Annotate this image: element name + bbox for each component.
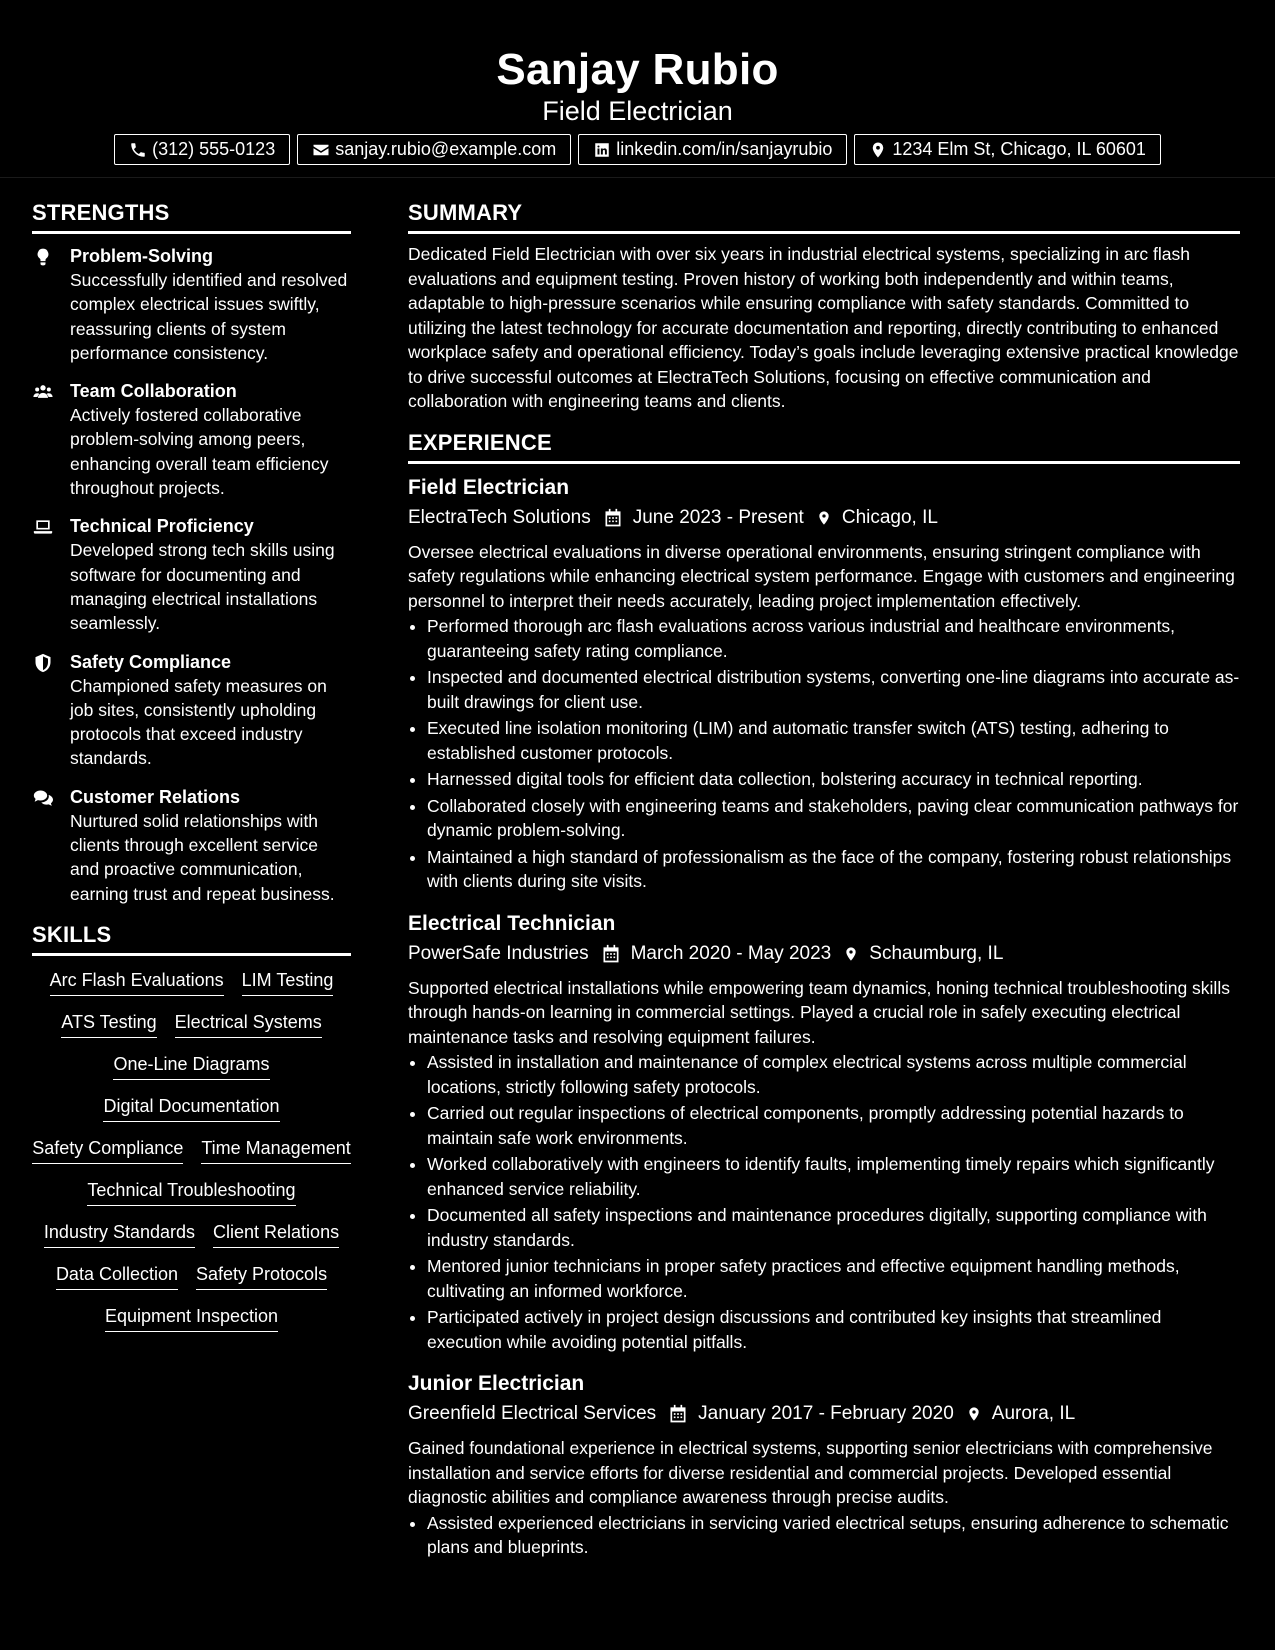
skill-tag: Time Management bbox=[201, 1136, 350, 1164]
job-location: Aurora, IL bbox=[991, 1403, 1076, 1424]
skills-heading: SKILLS bbox=[32, 920, 351, 956]
job-dates: March 2020 - May 2023 bbox=[630, 942, 832, 964]
laptop-icon bbox=[32, 517, 54, 537]
calendar-icon bbox=[603, 508, 623, 528]
skill-tag: Safety Compliance bbox=[32, 1136, 183, 1164]
strength-description: Successfully identified and resolved complex electrical issues swiftly, reassuring clients of system performance consistency. bbox=[70, 270, 348, 363]
summary-heading: SUMMARY bbox=[408, 198, 1240, 234]
job-description: Oversee electrical evaluations in diverse operational environments, ensuring stringent compliance with safety regulations while enhancing electrical system performance. Engage with customers and engineering personnel to interpret their needs accurately, leading project implementation effectively. bbox=[408, 541, 1235, 611]
job-dates: June 2023 - Present bbox=[632, 506, 804, 528]
strength-item bbox=[32, 244, 351, 365]
job-bullet: • Collaborated closely with engineering teams and stakeholders, paving clear communication pathways for dynamic problem-solving. bbox=[427, 794, 1240, 843]
skill-tag: Arc Flash Evaluations bbox=[50, 968, 224, 996]
calendar-icon bbox=[668, 1404, 688, 1424]
job-entry bbox=[408, 474, 1240, 894]
job-meta bbox=[408, 1401, 1240, 1427]
strength-title: Customer Relations bbox=[70, 786, 241, 807]
strength-description: Developed strong tech skills using software for documenting and managing electrical installations seamlessly. bbox=[70, 540, 335, 634]
job-bullet: • Documented all safety inspections and maintenance procedures digitally, supporting compliance with industry standards. bbox=[427, 1203, 1240, 1252]
job-bullets bbox=[408, 614, 1240, 894]
job-bullet: • Assisted in installation and maintenance of complex electrical systems across multiple commercial locations, strictly following safety protocols. bbox=[427, 1050, 1240, 1099]
map-pin-icon bbox=[843, 944, 859, 964]
strengths-list bbox=[32, 244, 351, 906]
email-text: sanjay.rubio@example.com bbox=[335, 139, 557, 159]
users-icon bbox=[32, 382, 54, 402]
skill-tag: Equipment Inspection bbox=[105, 1304, 278, 1332]
phone-text: (312) 555-0123 bbox=[152, 139, 276, 159]
job-bullet: • Inspected and documented electrical distribution systems, converting one-line diagrams into accurate as-built drawings for client use. bbox=[427, 665, 1240, 714]
job-bullet: • Assisted experienced electricians in servicing varied electrical setups, ensuring adherence to schematic plans and blueprints. bbox=[427, 1511, 1240, 1560]
job-bullets bbox=[408, 1050, 1240, 1354]
calendar-icon bbox=[601, 944, 621, 964]
job-bullet: • Performed thorough arc flash evaluations across various industrial and healthcare environments, guaranteeing safety rating compliance. bbox=[427, 614, 1240, 663]
strength-title: Problem-Solving bbox=[70, 246, 214, 266]
job-company: PowerSafe Industries bbox=[408, 942, 589, 964]
linkedin-text: linkedin.com/in/sanjayrubio bbox=[616, 139, 833, 159]
skill-tag: Data Collection bbox=[56, 1262, 178, 1290]
linkedin-icon bbox=[593, 141, 611, 159]
skill-tag: One-Line Diagrams bbox=[113, 1052, 269, 1080]
strength-item bbox=[32, 785, 351, 906]
job-bullet: • Participated actively in project design discussions and contributed key insights that streamlined execution while avoiding potential pitfalls. bbox=[427, 1305, 1240, 1354]
strength-item bbox=[32, 650, 351, 771]
job-bullet: • Maintained a high standard of professionalism as the face of the company, fostering robust relationships with clients during site visits. bbox=[427, 845, 1240, 894]
contact-linkedin[interactable] bbox=[578, 134, 847, 165]
contact-email[interactable] bbox=[297, 134, 571, 165]
comments-icon bbox=[32, 788, 54, 808]
candidate-name: Sanjay Rubio bbox=[496, 45, 779, 94]
shield-icon bbox=[32, 653, 54, 673]
job-location: Chicago, IL bbox=[841, 506, 938, 528]
strength-description: Nurtured solid relationships with clients through excellent service and proactive communication, earning trust and repeat business. bbox=[70, 810, 335, 904]
job-bullet: • Executed line isolation monitoring (LIM) and automatic transfer switch (ATS) testing, adhering to established customer protocols. bbox=[427, 716, 1240, 765]
strength-item bbox=[32, 379, 351, 500]
address-text: 1234 Elm St, Chicago, IL 60601 bbox=[892, 139, 1146, 159]
skill-tag: Industry Standards bbox=[44, 1220, 195, 1248]
strength-title: Safety Compliance bbox=[70, 651, 232, 672]
job-dates: January 2017 - February 2020 bbox=[698, 1403, 954, 1424]
candidate-title: Field Electrician bbox=[542, 96, 733, 126]
job-description: Gained foundational experience in electrical systems, supporting senior electricians with comprehensive installation and service efforts for diverse residential and commercial projects. Developed essential diagnostic abilities and compliance awareness through precise audits. bbox=[408, 1438, 1213, 1507]
skill-tag: ATS Testing bbox=[61, 1010, 156, 1038]
job-company: ElectraTech Solutions bbox=[408, 506, 591, 528]
contact-address[interactable] bbox=[854, 134, 1161, 165]
skill-tag: Electrical Systems bbox=[175, 1010, 322, 1038]
job-meta bbox=[408, 505, 1240, 531]
skill-tag: Safety Protocols bbox=[196, 1262, 327, 1290]
strength-title: Team Collaboration bbox=[70, 381, 237, 402]
skill-tag: Client Relations bbox=[213, 1220, 339, 1248]
job-company: Greenfield Electrical Services bbox=[408, 1403, 657, 1424]
job-bullet: • Mentored junior technicians in proper safety practices and effective equipment handling methods, cultivating an informed workforce. bbox=[427, 1254, 1240, 1303]
job-title: Field Electrician bbox=[408, 475, 570, 499]
left-column bbox=[32, 198, 351, 1332]
skill-tag: LIM Testing bbox=[242, 968, 334, 996]
phone-icon bbox=[129, 141, 147, 159]
skill-tag: Technical Troubleshooting bbox=[87, 1178, 295, 1206]
map-pin-icon bbox=[966, 1404, 982, 1424]
strength-title: Technical Proficiency bbox=[70, 516, 254, 537]
job-entry bbox=[408, 1370, 1240, 1560]
job-title: Electrical Technician bbox=[408, 911, 616, 935]
right-column bbox=[408, 198, 1240, 1562]
job-location: Schaumburg, IL bbox=[869, 942, 1004, 964]
job-bullet: • Harnessed digital tools for efficient data collection, bolstering accuracy in technical reporting. bbox=[427, 767, 1240, 792]
job-bullets bbox=[408, 1511, 1240, 1560]
envelope-icon bbox=[312, 141, 330, 159]
map-pin-icon bbox=[869, 141, 887, 159]
strength-item bbox=[32, 514, 351, 635]
summary-text: Dedicated Field Electrician with over six years in industrial electrical systems, specializing in arc flash evaluations and equipment testing. Proven history of working both independently and within teams, adaptable to high-pressure scenarios while ensuring compliance with safety standards. Committed to utilizing the latest technology for accurate documentation and reporting, directly contributing to enhanced workplace safety and operational efficiency. Today’s goals include leveraging extensive practical knowledge to drive successful outcomes at ElectraTech Solutions, focusing on effective communication and collaboration with engineering teams and clients. bbox=[408, 244, 1239, 411]
resume-header bbox=[0, 0, 1275, 178]
job-bullet: • Worked collaboratively with engineers to identify faults, implementing timely repairs which significantly enhanced service reliability. bbox=[427, 1152, 1240, 1201]
job-title: Junior Electrician bbox=[408, 1372, 585, 1395]
job-entry bbox=[408, 910, 1240, 1355]
job-meta bbox=[408, 941, 1240, 967]
strength-description: Championed safety measures on job sites, consistently upholding protocols that exceed industry standards. bbox=[70, 675, 327, 769]
skill-tag: Digital Documentation bbox=[103, 1094, 279, 1122]
lightbulb-icon bbox=[32, 247, 54, 267]
contact-phone[interactable] bbox=[114, 134, 290, 165]
job-description: Supported electrical installations while empowering team dynamics, honing technical troubleshooting skills through hands-on learning in commercial settings. Played a crucial role in safely executing electrical maintenance tasks and resolving equipment failures. bbox=[408, 977, 1230, 1047]
experience-heading: EXPERIENCE bbox=[408, 428, 1240, 464]
skills-list bbox=[32, 968, 351, 1332]
job-bullet: • Carried out regular inspections of electrical components, promptly addressing potential hazards to maintain safe work environments. bbox=[427, 1101, 1240, 1150]
strengths-heading: STRENGTHS bbox=[32, 198, 351, 234]
map-pin-icon bbox=[816, 508, 832, 528]
contact-bar bbox=[0, 134, 1275, 165]
strength-description: Actively fostered collaborative problem-solving among peers, enhancing overall team efficiency throughout projects. bbox=[70, 405, 329, 499]
